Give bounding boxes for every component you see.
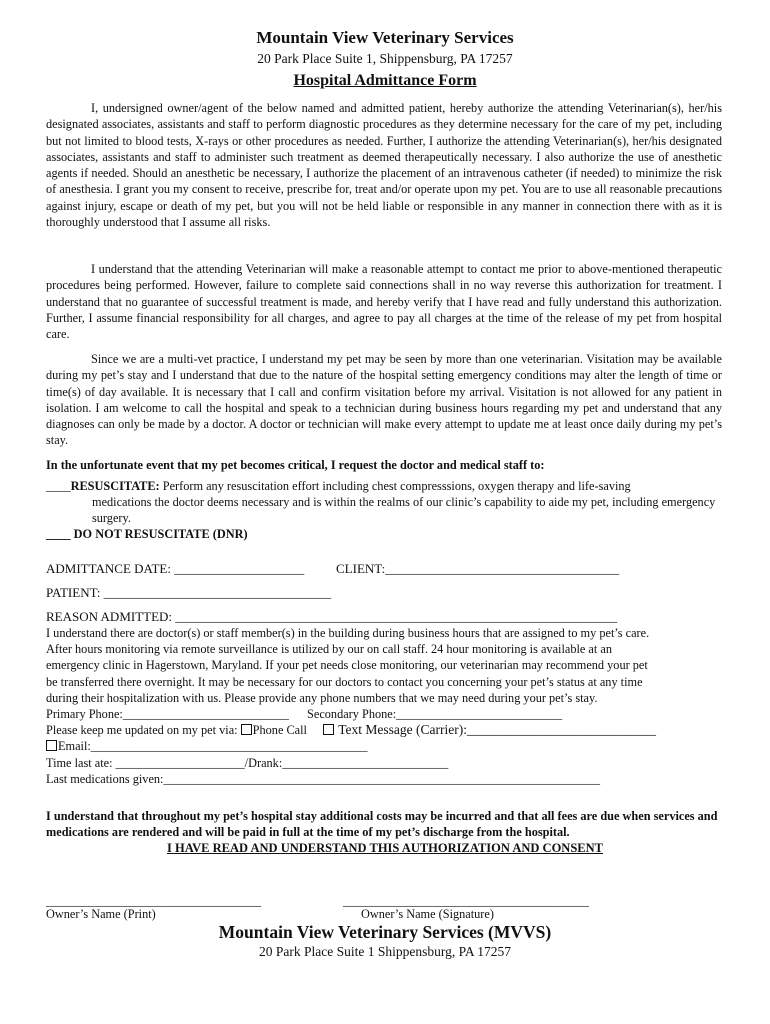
secondary-phone-field[interactable]: Secondary Phone:___________________________	[307, 707, 563, 722]
monitoring-line: emergency clinic in Hagerstown, Maryland. If your pet needs close monitoring, our veterinarian may recommend your pet	[46, 658, 648, 673]
clinic-address: 20 Park Place Suite 1, Shippensburg, PA 17257	[257, 51, 513, 66]
admittance-date-field[interactable]: ADMITTANCE DATE: ____________________	[46, 561, 305, 576]
phone-row	[46, 706, 736, 722]
critical-heading: In the unfortunate event that my pet becomes critical, I request the doctor and medical staff to:	[46, 458, 545, 472]
print-name-label: Owner’s Name (Print)	[46, 907, 156, 921]
signature-label: Owner’s Name (Signature)	[361, 907, 494, 921]
form-title: Hospital Admittance Form	[293, 72, 477, 89]
primary-phone-field[interactable]: Primary Phone:___________________________	[46, 707, 289, 722]
contact-paragraph	[46, 261, 722, 342]
monitoring-line: be transferred there overnight. It may be necessary for our doctors to contact you concerning your pet’s status at any time	[46, 674, 643, 689]
update-preference-row	[46, 722, 736, 738]
contact-text: I understand that the attending Veterinarian will make a reasonable attempt to contact me prior to above-mentioned therapeutic procedures being performed. However, failure to complete said connections shall in no way reverse this authorization for treatment. I understand that no guarantee of successful treatment is made, and hereby verify that I have read and fully understand this authorization. Further, I assume financial responsibility for all charges, and agree to pay all charges at the time of the release of my pet from hospital care.	[46, 262, 722, 342]
fees-acknowledgement: I understand that throughout my pet’s hospital stay additional costs may be incurred and that all fees are due when services and medications are rendered and will be paid in full at the time of my pet’s discharge from the hospital.	[46, 809, 718, 839]
text-message-checkbox[interactable]	[323, 724, 334, 735]
footer-address: 20 Park Place Suite 1 Shippensburg, PA 17257	[258, 944, 511, 959]
patient-field[interactable]: PATIENT: ___________________________________	[46, 585, 332, 600]
phone-call-label: Phone Call	[252, 723, 307, 738]
text-message-field[interactable]: Text Message (Carrier):____________________________	[338, 722, 656, 738]
consent-statement: I HAVE READ AND UNDERSTAND THIS AUTHORIZATION AND CONSENT	[167, 841, 603, 855]
email-field[interactable]: Email:_____________________________________________	[58, 739, 368, 754]
resuscitate-option	[46, 478, 730, 526]
update-prefix: Please keep me updated on my pet via:	[46, 723, 241, 738]
email-checkbox[interactable]	[46, 740, 57, 751]
visitation-paragraph	[46, 351, 722, 449]
reason-admitted-field[interactable]: REASON ADMITTED: ____________________________________________________________________	[46, 609, 618, 624]
resuscitate-continuation: medications the doctor deems necessary and is within the realms of our clinic’s capability to aide my pet, including emergency surgery.	[92, 495, 716, 525]
authorization-text: I, undersigned owner/agent of the below named and admitted patient, hereby authorize the attending Veterinarian(s), her/his designated associates, assistants and staff to perform diagnostic procedures as they determine necessary for the care of my pet, including but not limited to blood tests, X-rays or other procedures as needed. Further, I authorize the attending Veterinarian(s), her/his designated associates, assistants and staff to administer such treatment as deemed therapeutically necessary. I also authorize the use of anesthetic agents if needed. Should an anesthetic be necessary, I authorize the placement of an intravenous catheter (if needed) to minimize the risk of anesthesia. I grant you my consent to receive, prescribe for, treat and/or operate upon my pet. You are to use all reasonable precautions against injury, escape or death of my pet, but you will not be held liable or responsible in any manner in connection there with as it is thoroughly understood that I assume all risks.	[46, 101, 722, 230]
dnr-option[interactable]: ____ DO NOT RESUSCITATE (DNR)	[46, 527, 248, 541]
email-row	[46, 738, 736, 754]
footer-title: Mountain View Veterinary Services (MVVS)	[218, 922, 552, 942]
time-last-ate-field[interactable]: Time last ate: _____________________/Drank:___________________________	[46, 755, 449, 770]
client-field[interactable]: CLIENT:____________________________________	[336, 561, 620, 576]
authorization-paragraph	[46, 100, 722, 230]
monitoring-section	[46, 625, 736, 787]
monitoring-line: After hours monitoring via remote surveillance is utilized by our on call staff. 24 hour monitoring is available at an	[46, 642, 612, 657]
clinic-title: Mountain View Veterinary Services	[256, 28, 514, 47]
resuscitate-blank[interactable]: ____	[46, 479, 71, 493]
visitation-text: Since we are a multi-vet practice, I understand my pet may be seen by more than one veterinarian. Visitation may be available during my pet’s stay and I understand that due to the nature of the hospital setting emergency conditions may alter the length of time or time(s) of day available. It is necessary that I call and confirm visitation before my arrival. Visitation is not allowed for any patient in isolation. I am welcome to call the hospital and speak to a technician during business hours regarding my pet and understand that any diagnoses can only be made by a doctor. A doctor or technician will make every attempt to update me at least once daily during my pet’s stay.	[46, 352, 722, 448]
last-medications-field[interactable]: Last medications given:_______________________________________________________________________	[46, 771, 601, 786]
signature-line[interactable]: ________________________________________	[343, 894, 589, 908]
resuscitate-text: Perform any resuscitation effort including chest compresssions, oxygen therapy and life-saving	[159, 479, 631, 493]
phone-call-checkbox[interactable]	[241, 724, 252, 735]
resuscitate-label: RESUSCITATE:	[70, 479, 160, 493]
monitoring-line: during their hospitalization with us. Please provide any phone numbers that we may need during your pet’s stay.	[46, 690, 598, 705]
print-name-line[interactable]: ___________________________________	[46, 894, 262, 908]
monitoring-line: I understand there are doctor(s) or staff member(s) in the building during business hours that are assigned to my pet’s care.	[46, 626, 650, 640]
